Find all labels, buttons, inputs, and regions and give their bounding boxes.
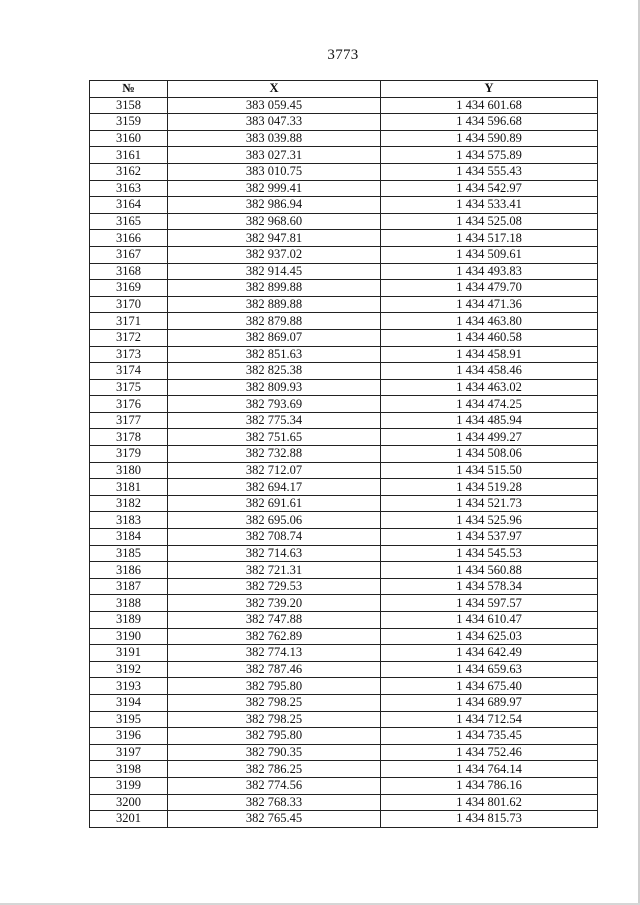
cell-x: 382 999.41 bbox=[168, 180, 381, 197]
cell-number: 3164 bbox=[90, 197, 168, 214]
cell-number: 3201 bbox=[90, 811, 168, 828]
cell-x: 382 739.20 bbox=[168, 595, 381, 612]
cell-x: 382 869.07 bbox=[168, 329, 381, 346]
table-row bbox=[90, 97, 598, 114]
cell-y: 1 434 460.58 bbox=[381, 329, 598, 346]
table-row bbox=[90, 363, 598, 380]
cell-x: 382 825.38 bbox=[168, 363, 381, 380]
table-row bbox=[90, 761, 598, 778]
cell-y: 1 434 479.70 bbox=[381, 280, 598, 297]
table-body bbox=[90, 97, 598, 827]
cell-y: 1 434 525.96 bbox=[381, 512, 598, 529]
cell-number: 3175 bbox=[90, 379, 168, 396]
cell-number: 3163 bbox=[90, 180, 168, 197]
cell-x: 382 793.69 bbox=[168, 396, 381, 413]
header-number: № bbox=[90, 81, 168, 98]
cell-y: 1 434 463.02 bbox=[381, 379, 598, 396]
cell-number: 3179 bbox=[90, 446, 168, 463]
cell-y: 1 434 560.88 bbox=[381, 562, 598, 579]
table-row bbox=[90, 711, 598, 728]
cell-y: 1 434 474.25 bbox=[381, 396, 598, 413]
cell-number: 3198 bbox=[90, 761, 168, 778]
cell-x: 382 691.61 bbox=[168, 495, 381, 512]
table-row bbox=[90, 163, 598, 180]
cell-y: 1 434 493.83 bbox=[381, 263, 598, 280]
table-row bbox=[90, 246, 598, 263]
table-row bbox=[90, 495, 598, 512]
table-row bbox=[90, 230, 598, 247]
cell-y: 1 434 458.46 bbox=[381, 363, 598, 380]
table-row bbox=[90, 147, 598, 164]
cell-y: 1 434 485.94 bbox=[381, 412, 598, 429]
header-x: X bbox=[168, 81, 381, 98]
cell-x: 382 795.80 bbox=[168, 678, 381, 695]
cell-y: 1 434 642.49 bbox=[381, 645, 598, 662]
cell-y: 1 434 521.73 bbox=[381, 495, 598, 512]
cell-number: 3176 bbox=[90, 396, 168, 413]
cell-y: 1 434 675.40 bbox=[381, 678, 598, 695]
cell-x: 382 986.94 bbox=[168, 197, 381, 214]
cell-x: 382 899.88 bbox=[168, 280, 381, 297]
cell-x: 382 694.17 bbox=[168, 479, 381, 496]
table-row bbox=[90, 512, 598, 529]
cell-x: 382 798.25 bbox=[168, 711, 381, 728]
table-row bbox=[90, 628, 598, 645]
cell-number: 3189 bbox=[90, 612, 168, 629]
cell-y: 1 434 590.89 bbox=[381, 130, 598, 147]
cell-number: 3188 bbox=[90, 595, 168, 612]
cell-y: 1 434 537.97 bbox=[381, 529, 598, 546]
cell-y: 1 434 625.03 bbox=[381, 628, 598, 645]
cell-y: 1 434 463.80 bbox=[381, 313, 598, 330]
table-row bbox=[90, 263, 598, 280]
table-row bbox=[90, 728, 598, 745]
cell-number: 3172 bbox=[90, 329, 168, 346]
cell-number: 3165 bbox=[90, 213, 168, 230]
cell-number: 3159 bbox=[90, 114, 168, 131]
cell-y: 1 434 575.89 bbox=[381, 147, 598, 164]
table-row bbox=[90, 529, 598, 546]
cell-x: 383 010.75 bbox=[168, 163, 381, 180]
table-row bbox=[90, 694, 598, 711]
cell-y: 1 434 578.34 bbox=[381, 578, 598, 595]
cell-number: 3197 bbox=[90, 744, 168, 761]
table-row bbox=[90, 296, 598, 313]
cell-x: 382 774.13 bbox=[168, 645, 381, 662]
cell-number: 3174 bbox=[90, 363, 168, 380]
cell-number: 3183 bbox=[90, 512, 168, 529]
table-row bbox=[90, 329, 598, 346]
cell-number: 3161 bbox=[90, 147, 168, 164]
table-row bbox=[90, 446, 598, 463]
cell-x: 382 851.63 bbox=[168, 346, 381, 363]
cell-y: 1 434 659.63 bbox=[381, 661, 598, 678]
cell-number: 3194 bbox=[90, 694, 168, 711]
cell-y: 1 434 815.73 bbox=[381, 811, 598, 828]
cell-y: 1 434 786.16 bbox=[381, 777, 598, 794]
cell-number: 3193 bbox=[90, 678, 168, 695]
table-header-row bbox=[90, 81, 598, 98]
cell-x: 382 765.45 bbox=[168, 811, 381, 828]
table-row bbox=[90, 578, 598, 595]
cell-y: 1 434 764.14 bbox=[381, 761, 598, 778]
cell-number: 3173 bbox=[90, 346, 168, 363]
cell-y: 1 434 542.97 bbox=[381, 180, 598, 197]
cell-number: 3196 bbox=[90, 728, 168, 745]
table-row bbox=[90, 280, 598, 297]
cell-x: 382 768.33 bbox=[168, 794, 381, 811]
cell-number: 3162 bbox=[90, 163, 168, 180]
cell-number: 3195 bbox=[90, 711, 168, 728]
cell-number: 3187 bbox=[90, 578, 168, 595]
table-row bbox=[90, 114, 598, 131]
cell-y: 1 434 471.36 bbox=[381, 296, 598, 313]
table-row bbox=[90, 678, 598, 695]
cell-number: 3169 bbox=[90, 280, 168, 297]
cell-x: 382 795.80 bbox=[168, 728, 381, 745]
cell-number: 3160 bbox=[90, 130, 168, 147]
cell-x: 382 937.02 bbox=[168, 246, 381, 263]
table-row bbox=[90, 562, 598, 579]
cell-x: 382 721.31 bbox=[168, 562, 381, 579]
cell-y: 1 434 545.53 bbox=[381, 545, 598, 562]
table-row bbox=[90, 412, 598, 429]
cell-x: 382 787.46 bbox=[168, 661, 381, 678]
cell-x: 382 751.65 bbox=[168, 429, 381, 446]
cell-number: 3200 bbox=[90, 794, 168, 811]
cell-x: 382 695.06 bbox=[168, 512, 381, 529]
cell-x: 382 762.89 bbox=[168, 628, 381, 645]
cell-x: 382 790.35 bbox=[168, 744, 381, 761]
cell-y: 1 434 596.68 bbox=[381, 114, 598, 131]
cell-x: 382 712.07 bbox=[168, 462, 381, 479]
table-row bbox=[90, 396, 598, 413]
cell-x: 383 059.45 bbox=[168, 97, 381, 114]
table-row bbox=[90, 213, 598, 230]
cell-y: 1 434 525.08 bbox=[381, 213, 598, 230]
table-row bbox=[90, 811, 598, 828]
cell-number: 3184 bbox=[90, 529, 168, 546]
cell-y: 1 434 458.91 bbox=[381, 346, 598, 363]
cell-y: 1 434 735.45 bbox=[381, 728, 598, 745]
cell-x: 382 798.25 bbox=[168, 694, 381, 711]
cell-number: 3170 bbox=[90, 296, 168, 313]
cell-y: 1 434 712.54 bbox=[381, 711, 598, 728]
table-row bbox=[90, 794, 598, 811]
cell-y: 1 434 519.28 bbox=[381, 479, 598, 496]
cell-y: 1 434 533.41 bbox=[381, 197, 598, 214]
header-y: Y bbox=[381, 81, 598, 98]
cell-x: 382 774.56 bbox=[168, 777, 381, 794]
cell-y: 1 434 508.06 bbox=[381, 446, 598, 463]
cell-x: 382 747.88 bbox=[168, 612, 381, 629]
cell-y: 1 434 689.97 bbox=[381, 694, 598, 711]
cell-y: 1 434 752.46 bbox=[381, 744, 598, 761]
cell-x: 382 809.93 bbox=[168, 379, 381, 396]
cell-y: 1 434 801.62 bbox=[381, 794, 598, 811]
cell-number: 3166 bbox=[90, 230, 168, 247]
cell-number: 3191 bbox=[90, 645, 168, 662]
cell-number: 3177 bbox=[90, 412, 168, 429]
table-row bbox=[90, 130, 598, 147]
table-row bbox=[90, 197, 598, 214]
cell-number: 3185 bbox=[90, 545, 168, 562]
table-row bbox=[90, 462, 598, 479]
table-row bbox=[90, 180, 598, 197]
cell-y: 1 434 499.27 bbox=[381, 429, 598, 446]
table-row bbox=[90, 346, 598, 363]
cell-y: 1 434 601.68 bbox=[381, 97, 598, 114]
cell-number: 3178 bbox=[90, 429, 168, 446]
cell-x: 382 968.60 bbox=[168, 213, 381, 230]
table-row bbox=[90, 313, 598, 330]
cell-number: 3182 bbox=[90, 495, 168, 512]
cell-y: 1 434 509.61 bbox=[381, 246, 598, 263]
table-row bbox=[90, 777, 598, 794]
cell-x: 383 027.31 bbox=[168, 147, 381, 164]
table-row bbox=[90, 744, 598, 761]
cell-number: 3171 bbox=[90, 313, 168, 330]
cell-x: 382 775.34 bbox=[168, 412, 381, 429]
cell-y: 1 434 515.50 bbox=[381, 462, 598, 479]
page-number: 3773 bbox=[327, 47, 359, 63]
cell-x: 383 039.88 bbox=[168, 130, 381, 147]
cell-number: 3186 bbox=[90, 562, 168, 579]
table-row bbox=[90, 429, 598, 446]
table-row bbox=[90, 645, 598, 662]
cell-x: 382 879.88 bbox=[168, 313, 381, 330]
cell-y: 1 434 597.57 bbox=[381, 595, 598, 612]
cell-y: 1 434 517.18 bbox=[381, 230, 598, 247]
table-row bbox=[90, 595, 598, 612]
cell-number: 3192 bbox=[90, 661, 168, 678]
cell-x: 382 732.88 bbox=[168, 446, 381, 463]
cell-x: 382 714.63 bbox=[168, 545, 381, 562]
cell-x: 383 047.33 bbox=[168, 114, 381, 131]
cell-number: 3199 bbox=[90, 777, 168, 794]
table-row bbox=[90, 612, 598, 629]
cell-x: 382 914.45 bbox=[168, 263, 381, 280]
cell-x: 382 889.88 bbox=[168, 296, 381, 313]
cell-x: 382 708.74 bbox=[168, 529, 381, 546]
cell-number: 3167 bbox=[90, 246, 168, 263]
table-row bbox=[90, 379, 598, 396]
cell-number: 3180 bbox=[90, 462, 168, 479]
cell-x: 382 947.81 bbox=[168, 230, 381, 247]
cell-x: 382 729.53 bbox=[168, 578, 381, 595]
table-row bbox=[90, 479, 598, 496]
cell-number: 3181 bbox=[90, 479, 168, 496]
table-row bbox=[90, 545, 598, 562]
cell-y: 1 434 555.43 bbox=[381, 163, 598, 180]
cell-y: 1 434 610.47 bbox=[381, 612, 598, 629]
cell-number: 3190 bbox=[90, 628, 168, 645]
coordinates-table bbox=[89, 80, 598, 828]
cell-number: 3168 bbox=[90, 263, 168, 280]
table-row bbox=[90, 661, 598, 678]
cell-number: 3158 bbox=[90, 97, 168, 114]
cell-x: 382 786.25 bbox=[168, 761, 381, 778]
